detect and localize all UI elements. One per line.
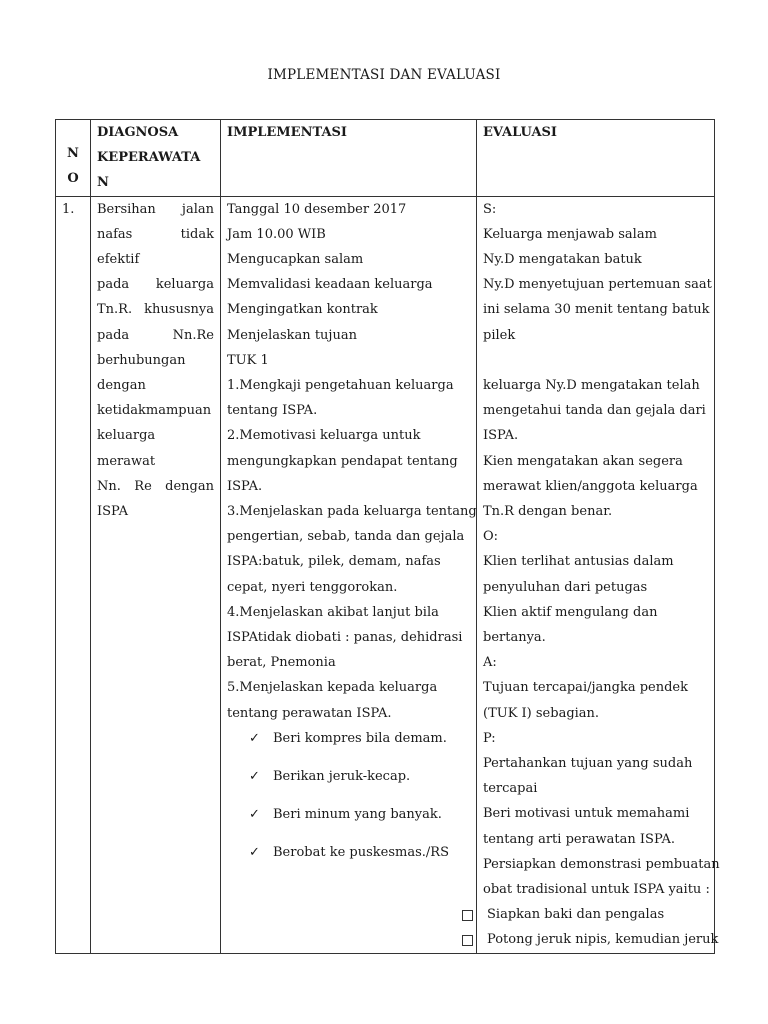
implementation-line: pengertian, sebab, tanda dan gejala <box>227 529 465 545</box>
implementation-line: Memvalidasi keadaan keluarga <box>227 277 433 293</box>
diagnosis-line: keluarga merawat <box>97 428 156 469</box>
implementation-evaluation-table <box>55 119 720 954</box>
evaluation-line: merawat klien/anggota keluarga <box>483 478 698 494</box>
square-bullet-icon <box>462 935 473 946</box>
evaluation-line: Kien mengatakan akan segera <box>483 453 683 469</box>
evaluation-line: Ny.D mengatakan batuk <box>483 252 642 268</box>
evaluation-line: keluarga Ny.D mengatakan telah <box>483 378 700 394</box>
evaluation-line: Klien terlihat antusias dalam <box>483 554 674 570</box>
implementation-line: Jam 10.00 WIB <box>227 226 326 242</box>
evaluation-line: penyuluhan dari petugas <box>483 579 648 595</box>
implementation-line: tentang ISPA. <box>227 403 318 419</box>
evaluation-line: P: <box>483 730 496 746</box>
row-number: 1. <box>56 196 91 953</box>
implementation-line: tentang perawatan ISPA. <box>227 705 392 721</box>
evaluation-line: Persiapkan demonstrasi pembuatan <box>483 856 720 872</box>
diagnosis-line: nafas tidak efektif <box>97 226 214 268</box>
implementation-line: Mengingatkan kontrak <box>227 302 378 318</box>
evaluation-line: A: <box>483 655 497 671</box>
implementation-line: 4.Menjelaskan akibat lanjut bila <box>227 604 439 620</box>
diagnosis-line: pada keluarga <box>97 277 214 293</box>
implementation-line: Mengucapkan salam <box>227 252 364 268</box>
evaluation-bullet: Potong jeruk nipis, kemudian jeruk <box>483 927 708 952</box>
implementation-line: cepat, nyeri tenggorokan. <box>227 579 398 595</box>
evaluation-line: ISPA. <box>483 428 519 444</box>
evaluation-line: Tn.R dengan benar. <box>483 504 613 520</box>
evaluation-line: bertanya. <box>483 630 546 646</box>
diagnosis-line: dengan <box>97 378 146 394</box>
diagnosis-line: Bersihan jalan <box>97 201 214 217</box>
checklist-item: ✓ Berikan jeruk-kecap. <box>227 764 470 789</box>
evaluation-line: Pertahankan tujuan yang sudah <box>483 756 693 772</box>
diagnosis-line: Nn. Re dengan <box>97 478 214 494</box>
square-bullet-icon <box>462 910 473 921</box>
checklist-item: ✓ Beri minum yang banyak. <box>227 802 470 827</box>
checklist-item: ✓ Berobat ke puskesmas./RS <box>227 840 470 865</box>
evaluation-bullet: Siapkan baki dan pengalas <box>483 902 708 927</box>
checklist-item: ✓ Beri kompres bila demam. <box>227 726 470 751</box>
evaluation-line: Keluarga menjawab salam <box>483 226 657 242</box>
implementation-line: ISPAtidak diobati : panas, dehidrasi <box>227 630 463 646</box>
evaluation-cell <box>477 196 720 953</box>
diagnosis-cell <box>91 196 221 953</box>
check-icon: ✓ <box>249 807 260 823</box>
evaluation-line: O: <box>483 529 499 545</box>
implementation-line: 1.Mengkaji pengetahuan keluarga <box>227 378 454 394</box>
diagnosis-line: ISPA <box>97 504 128 520</box>
evaluation-line: Klien aktif mengulang dan <box>483 604 658 620</box>
implementation-line: 5.Menjelaskan kepada keluarga <box>227 680 438 696</box>
implementation-line: mengungkapkan pendapat tentang <box>227 453 458 469</box>
diagnosis-line: berhubungan <box>97 352 186 368</box>
evaluation-line: S: <box>483 201 497 217</box>
evaluation-line: tentang arti perawatan ISPA. <box>483 831 676 847</box>
diagnosis-line: Tn.R. khususnya <box>97 302 214 318</box>
implementation-line: ISPA. <box>227 478 263 494</box>
evaluation-line: mengetahui tanda dan gejala dari <box>483 403 706 419</box>
header-no: N O <box>56 120 91 197</box>
header-evaluation: EVALUASI <box>477 120 715 197</box>
header-diagnosis: DIAGNOSA KEPERAWATA N <box>91 120 221 197</box>
implementation-line: Menjelaskan tujuan <box>227 327 357 343</box>
header-implementation: IMPLEMENTASI <box>221 120 477 197</box>
evaluation-line: Tujuan tercapai/jangka pendek <box>483 680 688 696</box>
implementation-line: ISPA:batuk, pilek, demam, nafas <box>227 554 441 570</box>
implementation-line: 2.Memotivasi keluarga untuk <box>227 428 421 444</box>
implementation-line: TUK 1 <box>227 352 269 368</box>
check-icon: ✓ <box>249 730 260 746</box>
evaluation-line: ini selama 30 menit tentang batuk <box>483 302 710 318</box>
table-row <box>56 196 715 953</box>
check-icon: ✓ <box>249 769 260 785</box>
evaluation-line: tercapai <box>483 781 538 797</box>
blank-line <box>483 348 708 373</box>
diagnosis-line: ketidakmampuan <box>97 403 212 419</box>
implementation-line: berat, Pnemonia <box>227 655 336 671</box>
implementation-line: 3.Menjelaskan pada keluarga tentang <box>227 504 477 520</box>
evaluation-line: pilek <box>483 327 516 343</box>
evaluation-line: Beri motivasi untuk memahami <box>483 806 690 822</box>
evaluation-line: obat tradisional untuk ISPA yaitu : <box>483 882 710 898</box>
evaluation-line: Ny.D menyetujuan pertemuan saat <box>483 277 712 293</box>
implementation-line: Tanggal 10 desember 2017 <box>227 201 407 217</box>
check-icon: ✓ <box>249 845 260 861</box>
document-title: IMPLEMENTASI DAN EVALUASI <box>267 67 501 83</box>
table-header-row <box>56 120 715 197</box>
evaluation-line: (TUK I) sebagian. <box>483 705 600 721</box>
implementation-cell <box>221 196 477 953</box>
diagnosis-line: pada Nn.Re <box>97 327 214 343</box>
